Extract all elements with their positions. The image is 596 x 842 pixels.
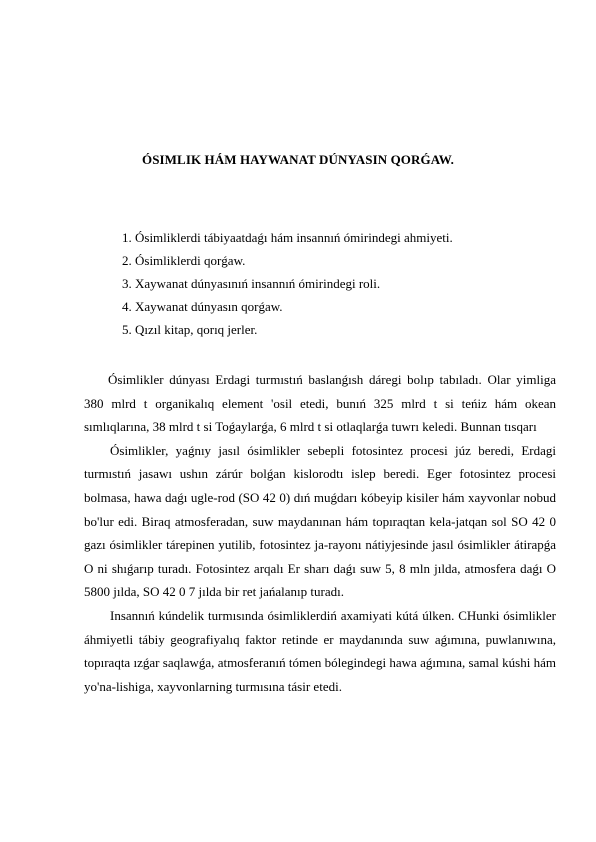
paragraph: Ósimlikler, yaǵnıy jasıl ósimlikler sebepli fotosintez procesi júz beredi, Erdagi turmıstıń jasawı ushın zárúr bolǵan kislorodtı islep beredi. Eger fotosintez procesi bolmasa, hawa daǵı ugle-rod (SO 42 0) dıń muǵdarı kóbeyip kisiler hám xayvonlar nobud bo'lur edi. Biraq atmosferadan, suw maydanınan hám topıraqtan kela-jatqan sol SO 42 0 gazı ósimlikler tárepinen yutilib, fotosintez ja-rayonı nátiyjesinde jasıl ósimlikler átirapǵa O ni shıǵarıp turadı. Fotosintez arqalı Er sharı daǵı suw 5, 8 mln jılda, atmosfera daǵı O 5800 jılda, SO 42 0 7 jılda bir ret jańalanıp turadı. [84,442,556,600]
list-item: 2. Ósimliklerdi qorǵaw. [122,253,246,268]
list-item: 1. Ósimliklerdi tábiyaatdaǵı hám insannıń ómirindegi ahmiyeti. [122,230,453,245]
page-title: ÓSIMLIK HÁM HAYWANAT DÚNYASIN QORǴAW. [141,152,455,167]
list-item: 4. Xaywanat dúnyasın qorǵaw. [122,299,283,314]
paragraph: Insannıń kúndelik turmısında ósimliklerdiń axamiyati kútá úlken. CHunki ósimlikler áhmiyetli tábiy geografiyalıq faktor retinde er maydanında suw aǵımına, puwlanıwına, topıraqta ızǵar saqlawǵa, atmosferanıń tómen bólegindegi hawa aǵımına, samal kúshi hám yo'na-lishiga, xayvonlarning turmısına tásir etedi. [84,607,556,694]
topics-list [122,226,542,341]
paragraph: Ósimlikler dúnyası Erdagi turmıstıń baslanǵısh dáregi bolıp tabıladı. Olar yimliga 380 mlrd t organikalıq element 'osil etedi, bunıń 325 mlrd t si teńiz hám okean sımlıqlarına, 38 mlrd t si Toǵaylarǵa, 6 mlrd t si otlaqlarǵa tuwrı keledi. Bunnan tısqarı [84,372,556,435]
body-text [84,368,556,698]
list-item: 3. Xaywanat dúnyasınıń insannıń ómirindegi roli. [122,276,381,291]
list-item: 5. Qızıl kitap, qorıq jerler. [122,322,258,337]
